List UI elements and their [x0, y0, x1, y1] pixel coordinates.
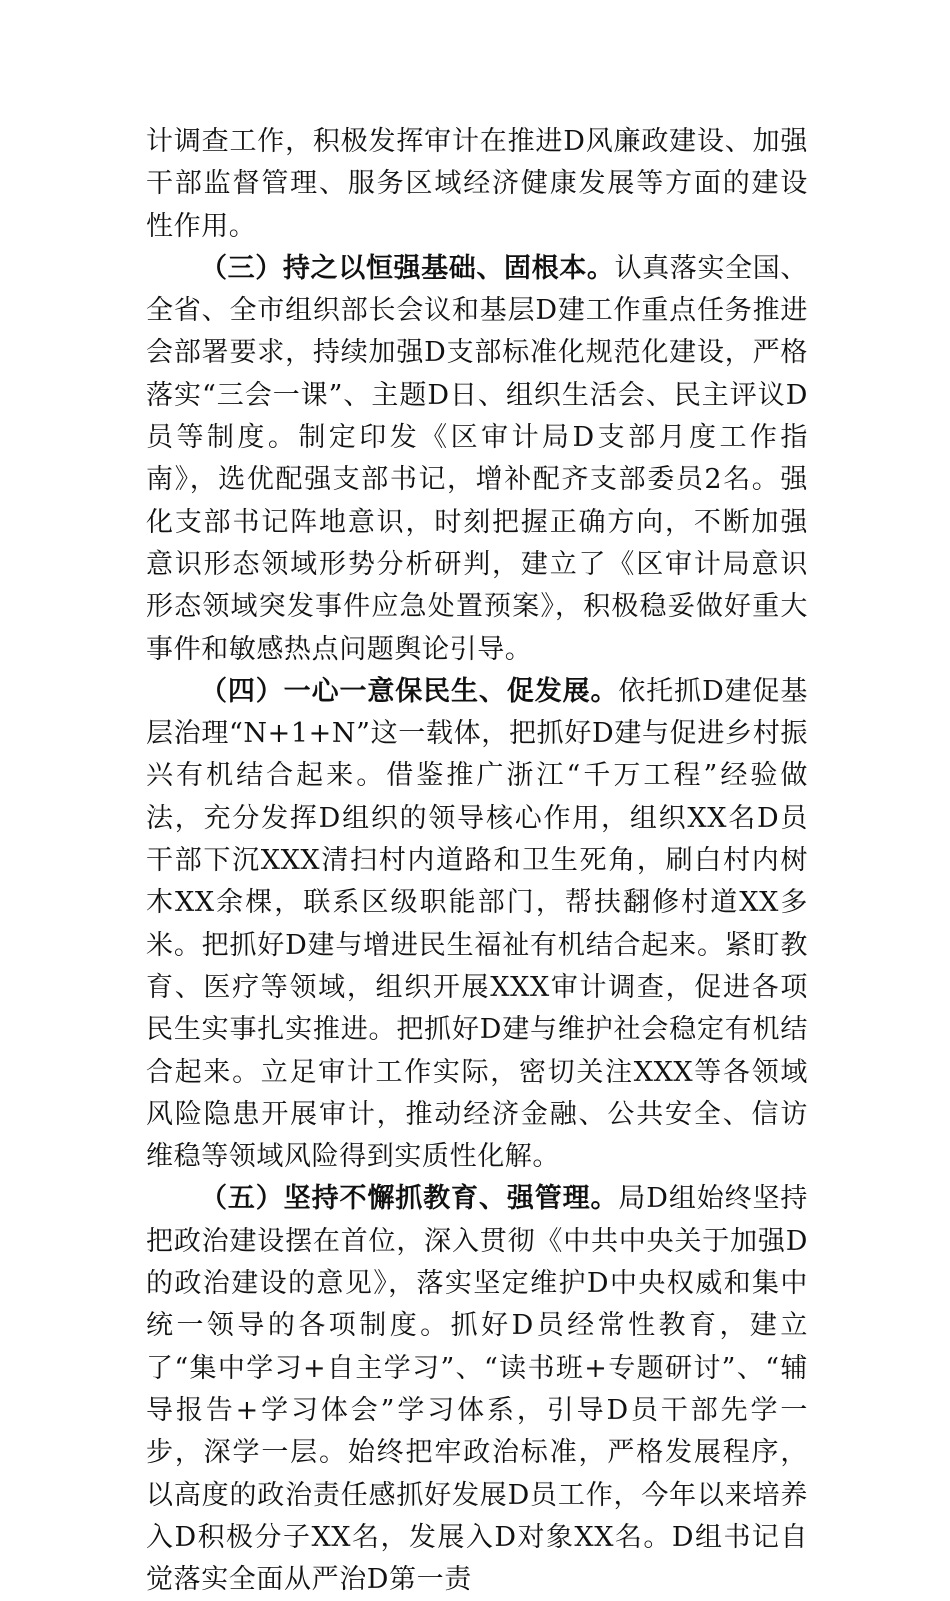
section-heading: （三）持之以恒强基础、固根本。 — [200, 252, 615, 284]
paragraph-continuation — [146, 121, 808, 248]
paragraph-body: 依托抓D建促基层治理“N+1+N”这一载体，把抓好D建与促进乡村振兴有机结合起来。借鉴推广浙江“千万工程”经验做法，充分发挥D组织的领导核心作用，组织XX名D员干部下沉XXX清扫村内道路和卫生死角，刷白村内树木XX余棵，联系区级职能部门，帮扶翻修村道XX多米。把抓好D建与增进民生福祉有机结合起来。紧盯教育、医疗等领域，组织开展XXX审计调查，促进各项民生实事扎实推进。把抓好D建与维护社会稳定有机结合起来。立足审计工作实际，密切关注XXX等各领域风险隐患开展审计，推动经济金融、公共安全、信访维稳等领域风险得到实质性化解。 — [146, 675, 808, 1173]
paragraph-section-5 — [146, 1178, 808, 1601]
section-heading: （五）坚持不懈抓教育、强管理。 — [200, 1183, 619, 1215]
paragraph-section-3 — [146, 248, 808, 671]
paragraph-body: 局D组始终坚持把政治建设摆在首位，深入贯彻《中共中央关于加强D的政治建设的意见》，落实坚定维护D中央权威和集中统一领导的各项制度。抓好D员经常性教育，建立了“集中学习+自主学习”、“读书班+专题研讨”、“辅导报告+学习体会”学习体系，引导D员干部先学一步，深学一层。始终把牢政治标准，严格发展程序，以高度的政治责任感抓好发展D员工作，今年以来培养入D积极分子XX名，发展入D对象XX名。D组书记自觉落实全面从严治D第一责 — [146, 1183, 808, 1596]
section-heading: （四）一心一意保民生、促发展。 — [200, 675, 619, 707]
document-body — [146, 121, 808, 1601]
paragraph-body: 计调查工作，积极发挥审计在推进D风廉政建设、加强干部监督管理、服务区域经济健康发展等方面的建设性作用。 — [146, 126, 808, 242]
paragraph-section-4 — [146, 671, 808, 1179]
paragraph-body: 认真落实全国、全省、全市组织部长会议和基层D建工作重点任务推进会部署要求，持续加强D支部标准化规范化建设，严格落实“三会一课”、主题D日、组织生活会、民主评议D员等制度。制定印发《区审计局D支部月度工作指南》，选优配强支部书记，增补配齐支部委员2名。强化支部书记阵地意识，时刻把握正确方向，不断加强意识形态领域形势分析研判，建立了《区审计局意识形态领域突发事件应急处置预案》，积极稳妥做好重大事件和敏感热点问题舆论引导。 — [146, 252, 809, 665]
